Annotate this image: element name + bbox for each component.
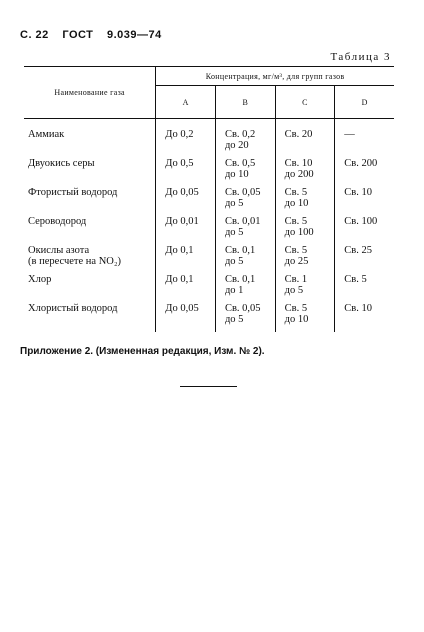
cell-text: Св. 5 [284, 216, 308, 227]
cell-text: до 100 [284, 227, 314, 238]
cell-text: Св. 0,05 [224, 303, 261, 314]
cell-text: Св. 0,1 [224, 245, 256, 256]
cell-text: до 5 [224, 314, 244, 325]
cell-text: Св. 20 [284, 129, 313, 140]
gas-name-cell [24, 187, 156, 216]
table-row [24, 187, 394, 216]
cell-text: До 0,2 [165, 129, 194, 140]
cell-text: до 1 [224, 285, 244, 296]
group-c-cell [275, 158, 335, 187]
group-header-a: A [156, 86, 216, 119]
group-b-cell [215, 274, 275, 303]
group-b-cell [215, 119, 275, 159]
group-d-cell [335, 119, 394, 159]
gas-name-cell [24, 245, 156, 274]
cell-text: Аммиак [28, 129, 65, 140]
group-d-cell [335, 303, 394, 332]
cell-text: до 5 [224, 198, 244, 209]
group-a-cell [156, 158, 216, 187]
cell-text: До 0,5 [165, 158, 194, 169]
cell-text: Св. 5 [284, 303, 308, 314]
table-row [24, 119, 394, 159]
cell-text: Св. 0,05 [224, 187, 261, 198]
cell-text: Св. 5 [284, 245, 308, 256]
cell-text: До 0,1 [165, 245, 194, 256]
standard-number: 9.039—74 [106, 29, 162, 41]
group-c-cell [275, 216, 335, 245]
cell-text: Св. 10 [344, 303, 373, 314]
cell-text: Св. 5 [344, 274, 367, 285]
cell-text: Св. 100 [344, 216, 378, 227]
cell-text: Хлор [28, 274, 52, 285]
gas-concentration-table [24, 66, 394, 332]
cell-text: Св. 1 [284, 274, 308, 285]
table-body [24, 119, 394, 333]
table-row [24, 216, 394, 245]
cell-text: Св. 200 [344, 158, 378, 169]
group-header-b: B [215, 86, 275, 119]
group-a-cell [156, 245, 216, 274]
group-b-cell [215, 187, 275, 216]
cell-text: до 10 [284, 198, 309, 209]
group-a-cell [156, 187, 216, 216]
cell-text: до 200 [284, 169, 314, 180]
group-d-cell [335, 158, 394, 187]
gas-name-cell [24, 303, 156, 332]
table-row [24, 303, 394, 332]
gas-name-cell [24, 119, 156, 159]
group-c-cell [275, 274, 335, 303]
cell-text: до 5 [224, 256, 244, 267]
group-a-cell [156, 303, 216, 332]
cell-text: до 5 [284, 285, 304, 296]
cell-text: Св. 0,2 [224, 129, 256, 140]
gas-name-cell [24, 158, 156, 187]
group-d-cell [335, 216, 394, 245]
standard-label: ГОСТ [62, 29, 94, 41]
group-b-cell [215, 158, 275, 187]
group-a-cell [156, 119, 216, 159]
group-d-cell [335, 245, 394, 274]
cell-text: до 5 [224, 227, 244, 238]
group-c-cell [275, 245, 335, 274]
cell-text: Окислы азота [28, 245, 90, 256]
table-row [24, 274, 394, 303]
group-header-c: C [275, 86, 335, 119]
group-a-cell [156, 274, 216, 303]
cell-text: Двуокись серы [28, 158, 95, 169]
cell-text: до 10 [284, 314, 309, 325]
gas-name-cell [24, 216, 156, 245]
cell-text: До 0,01 [165, 216, 199, 227]
group-header-d: D [335, 86, 394, 119]
group-c-cell [275, 303, 335, 332]
cell-text: До 0,1 [165, 274, 194, 285]
concentration-column-header: Концентрация, мг/м³, для групп газов [156, 67, 394, 86]
cell-text: Св. 0,1 [224, 274, 256, 285]
cell-text: Фтористый водород [28, 187, 118, 198]
page-number: С. 22 [20, 29, 49, 41]
cell-text: до 25 [284, 256, 309, 267]
cell-text: Хлористый водород [28, 303, 118, 314]
cell-text: до 20 [224, 140, 249, 151]
cell-text: Св. 5 [284, 187, 308, 198]
cell-text: Св. 0,5 [224, 158, 256, 169]
cell-text: (в пересчете на NO₂) [28, 256, 122, 267]
group-c-cell [275, 119, 335, 159]
cell-text: Сероводород [28, 216, 87, 227]
cell-text: До 0,05 [165, 303, 199, 314]
group-b-cell [215, 245, 275, 274]
cell-text: Св. 10 [284, 158, 313, 169]
amendment-note: Приложение 2. (Измененная редакция, Изм. № 2). [20, 346, 265, 357]
table-row [24, 158, 394, 187]
gas-name-column-header: Наименование газа [24, 67, 156, 119]
page-header [20, 29, 172, 41]
group-b-cell [215, 303, 275, 332]
cell-text: Св. 10 [344, 187, 373, 198]
cell-text: Св. 0,01 [224, 216, 261, 227]
cell-text: Св. 25 [344, 245, 373, 256]
table-row [24, 245, 394, 274]
table-caption: Таблица 3 [330, 51, 391, 63]
group-c-cell [275, 187, 335, 216]
gas-name-cell [24, 274, 156, 303]
cell-text: до 10 [224, 169, 249, 180]
group-d-cell [335, 274, 394, 303]
cell-text: До 0,05 [165, 187, 199, 198]
cell-text: — [344, 129, 355, 140]
group-a-cell [156, 216, 216, 245]
end-rule [180, 386, 237, 387]
group-d-cell [335, 187, 394, 216]
group-b-cell [215, 216, 275, 245]
